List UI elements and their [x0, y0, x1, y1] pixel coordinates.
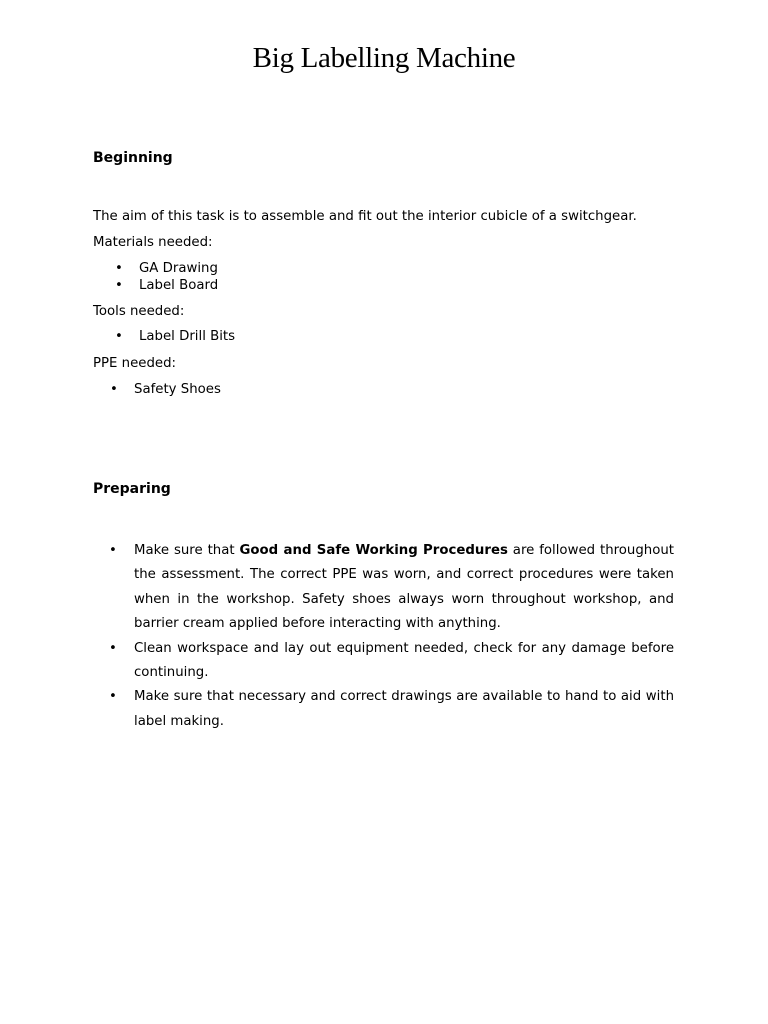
bullet-icon: •	[115, 278, 123, 293]
tools-list	[115, 329, 236, 344]
ppe-label: PPE needed:	[93, 356, 176, 371]
list-item: • Safety Shoes	[110, 382, 221, 397]
materials-list	[115, 261, 219, 295]
bullet-icon: •	[109, 689, 117, 705]
bullet-icon: •	[115, 261, 123, 276]
bullet-icon: •	[110, 382, 118, 397]
bullet-icon: •	[109, 543, 117, 558]
page-title: Big Labelling Machine	[252, 42, 516, 74]
ppe-list	[110, 382, 221, 397]
aim-text: The aim of this task is to assemble and fit out the interior cubicle of a switchgear.	[93, 209, 637, 224]
section-heading-preparing: Preparing	[93, 481, 171, 497]
bullet-icon: •	[115, 329, 123, 344]
preparing-list	[109, 539, 675, 734]
list-item: • Make sure that necessary and correct drawings are available to hand to aid with label making.	[134, 685, 674, 734]
emphasis-text: Good and Safe Working Procedures	[239, 543, 508, 558]
list-item: • Label Board	[115, 278, 219, 293]
section-heading-beginning: Beginning	[93, 150, 173, 166]
tools-label: Tools needed:	[93, 304, 185, 319]
list-item: • Clean workspace and lay out equipment needed, check for any damage before continuing.	[134, 637, 674, 686]
bullet-icon: •	[109, 640, 117, 656]
list-item: • Make sure that Good and Safe Working Procedures are followed throughout the assessment. The correct PPE was worn, and correct procedures were taken when in the workshop. Safety shoes always worn throughout workshop, and barrier cream applied before interacting with anything.	[134, 539, 674, 637]
list-item: • GA Drawing	[115, 261, 218, 276]
materials-label: Materials needed:	[93, 235, 213, 250]
list-item: • Label Drill Bits	[115, 329, 236, 344]
